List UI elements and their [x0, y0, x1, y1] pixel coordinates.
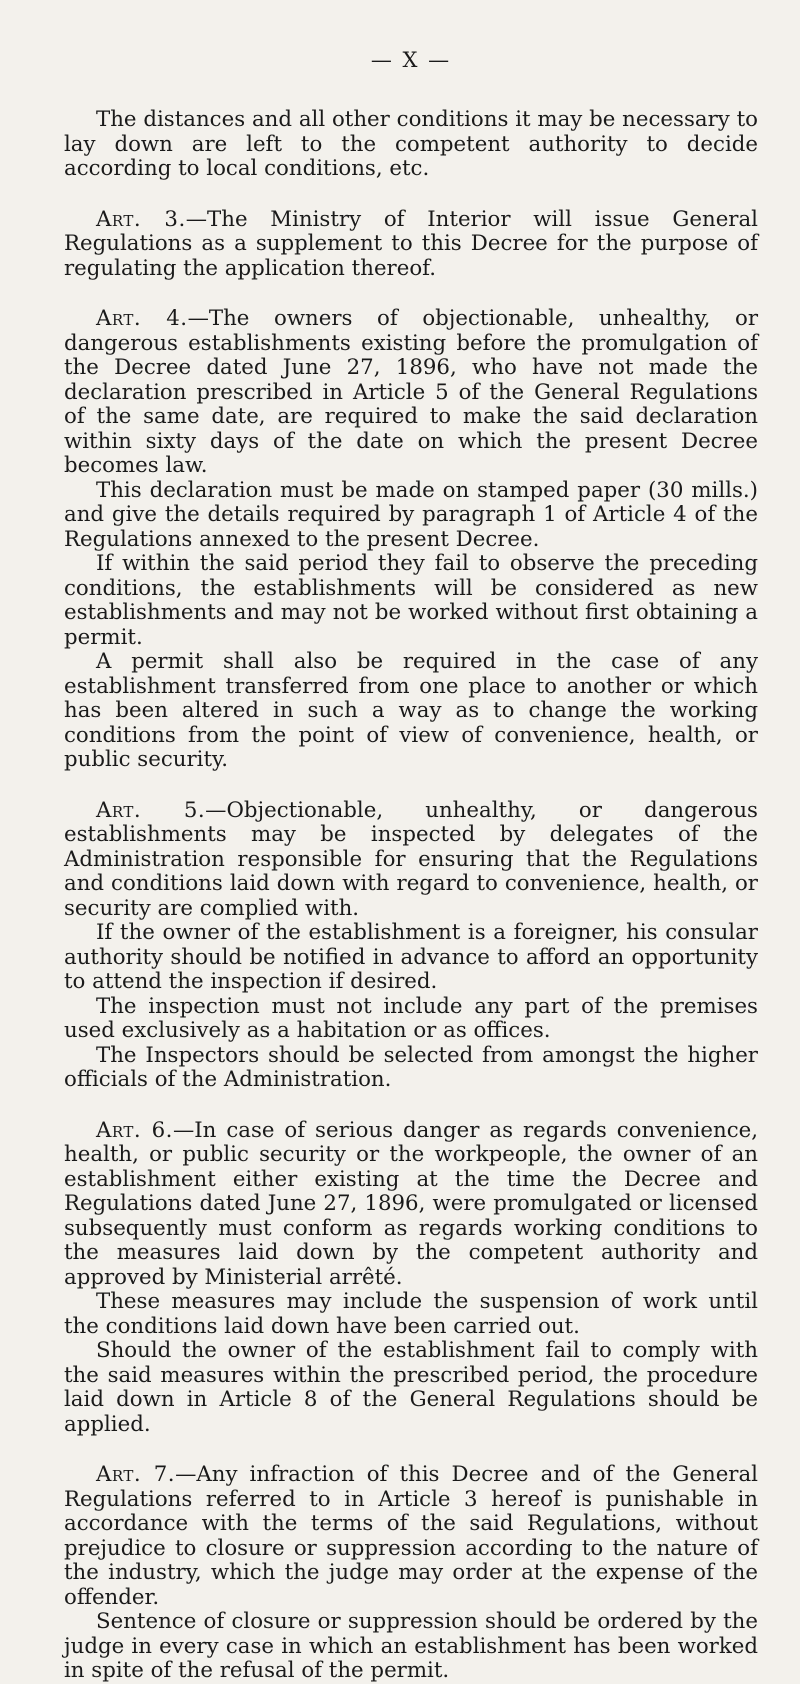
article-3-text: —The Ministry of Interior will issue General Regulations as a supplement to this Decree for the purpose of regulating the application thereof.	[64, 206, 758, 281]
article-7-paragraph-1	[64, 1463, 758, 1610]
article-5-text: —Objectionable, unhealthy, or dangerous establishments may be inspected by delegates of the Administration responsible for ensuring that the Regulations and conditions laid down with regard to convenience, health, or security are complied with.	[64, 797, 758, 921]
article-4-paragraph-4: A permit shall also be required in the case of any establishment transferred from one place to another or which has been altered in such a way as to change the working conditions from the point of view of convenience, health, or public security.	[64, 649, 758, 772]
article-5-paragraph-1	[64, 799, 758, 922]
article-6-label: Art. 6.	[96, 1117, 173, 1143]
page-number: — X —	[370, 48, 452, 72]
article-5-label: Art. 5.	[96, 797, 206, 823]
intro-paragraph: The distances and all other conditions it may be necessary to lay down are left to the competent authority to decide according to local conditions, etc.	[64, 107, 758, 181]
article-3-paragraph-1	[64, 208, 758, 282]
article-6-paragraph-1	[64, 1119, 758, 1291]
article-4-paragraph-3: If within the said period they fail to observe the preceding conditions, the establishments will be considered as new establishments and may not be worked without first obtaining a permit.	[64, 551, 758, 650]
article-5-paragraph-4: The Inspectors should be selected from amongst the higher officials of the Administration.	[64, 1042, 758, 1092]
article-4-paragraph-2: This declaration must be made on stamped paper (30 mills.) and give the details required by paragraph 1 of Article 4 of the Regulations annexed to the present Decree.	[64, 477, 758, 552]
article-4-text: —The owners of objectionable, unhealthy, or dangerous establishments existing before the promulgation of the Decree dated June 27, 1896, who have not made the declaration prescribed in Article 5 of the General Regulations of the same date, are required to make the said declaration within sixty days of the date on which the present Decree becomes law.	[64, 306, 759, 478]
article-7-label: Art. 7.	[96, 1462, 176, 1487]
article-5-paragraph-3: The inspection must not include any part of the premises used exclusively as a habitation or as offices.	[64, 993, 758, 1043]
article-3-label: Art. 3.	[96, 206, 186, 232]
article-7-text: —Any infraction of this Decree and of the General Regulations referred to in Article 3 hereof is punishable in accordance with the terms of the said Regulations, without prejudice to closure or suppression according to the nature of the industry, which the judge may order at the expense of the offender.	[64, 1462, 758, 1610]
article-4-paragraph-1	[64, 307, 758, 479]
article-4-label: Art. 4.	[96, 306, 188, 331]
article-6-paragraph-3: Should the owner of the establishment fail to comply with the said measures within the prescribed period, the procedure laid down in Article 8 of the General Regulations should be applied.	[64, 1338, 758, 1437]
article-5-paragraph-2: If the owner of the establishment is a foreigner, his consular authority should be notified in advance to afford an opportunity to attend the inspection if desired.	[64, 920, 758, 994]
article-7-paragraph-2: Sentence of closure or suppression should be ordered by the judge in every case in which an establishment has been worked in spite of the refusal of the permit.	[64, 1609, 758, 1683]
article-6-paragraph-2: These measures may include the suspension of work until the conditions laid down have been carried out.	[64, 1289, 758, 1339]
article-6-text: —In case of serious danger as regards convenience, health, or public security or the workpeople, the owner of an establishment either existing at the time the Decree and Regulations dated June 27, 1896, were promulgated or licensed subsequently must conform as regards working conditions to the measures laid down by the competent authority and approved by Ministerial arrêté.	[64, 1117, 758, 1290]
